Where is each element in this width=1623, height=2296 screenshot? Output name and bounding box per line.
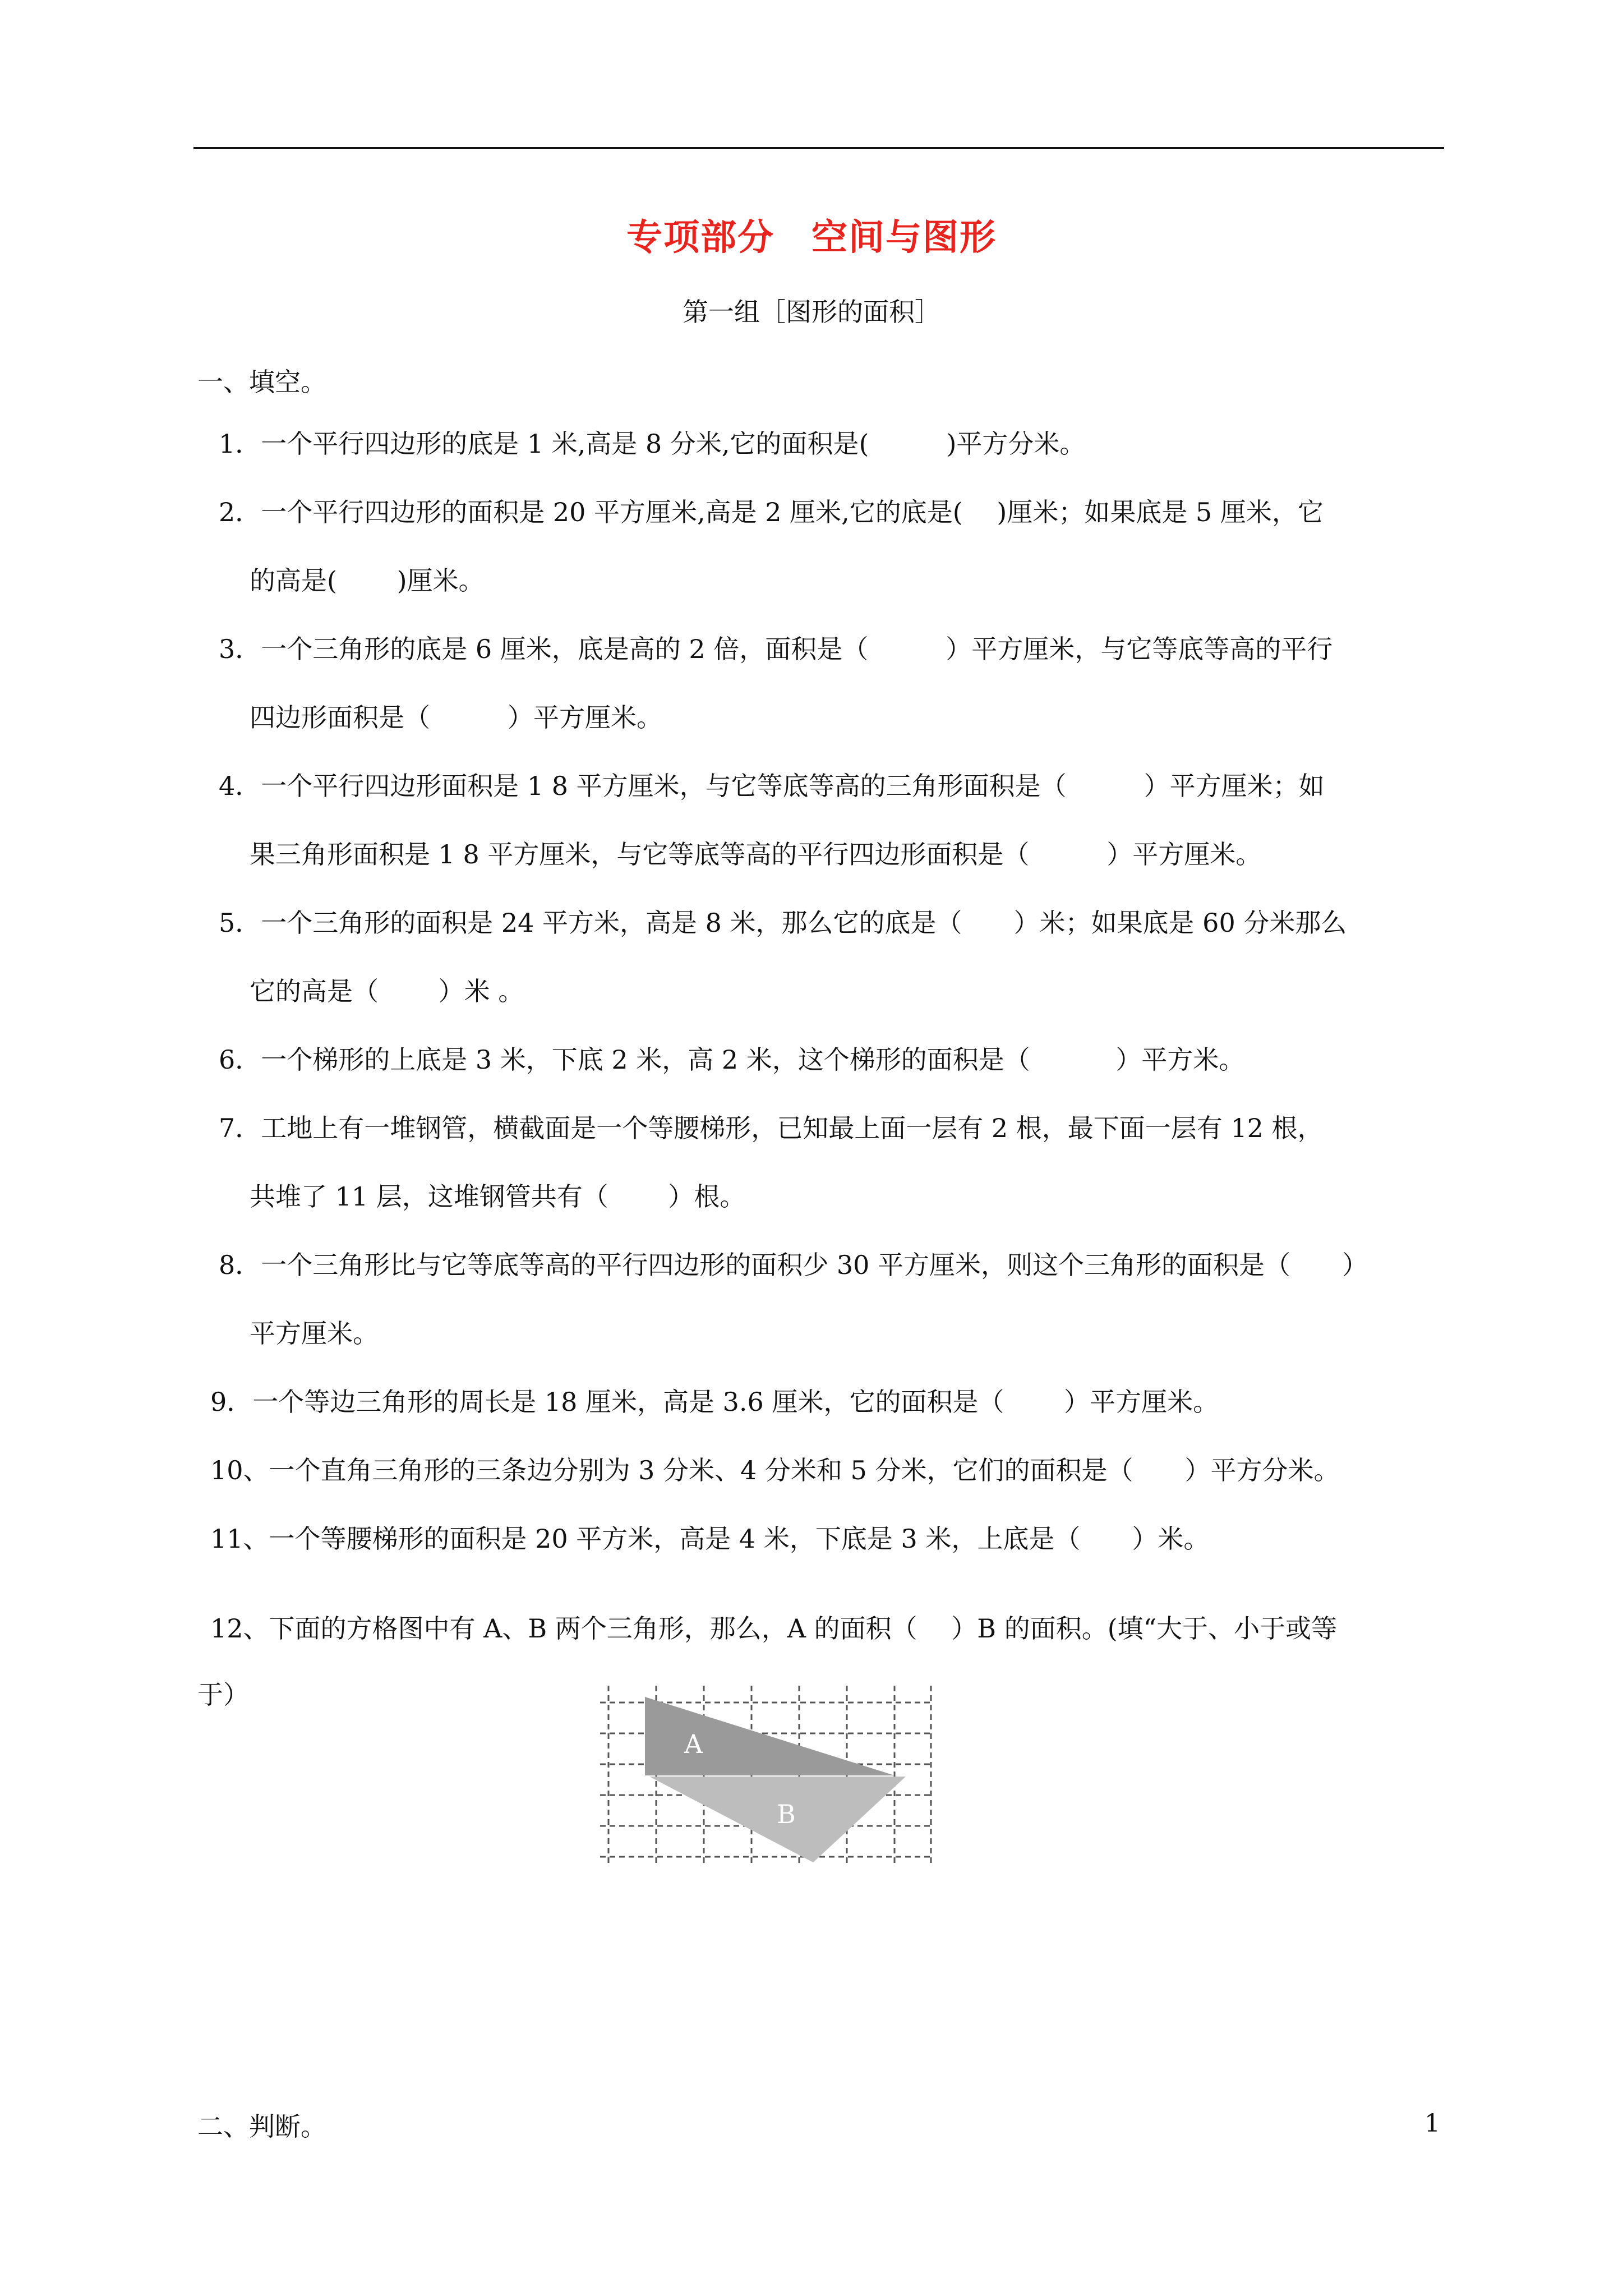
question-12: 12、下面的方格图中有 A、B 两个三角形，那么，A 的面积（ ）B 的面积。(填“大于、小于或等 — [210, 1613, 1338, 1644]
question-3-cont: 四边形面积是（ ）平方厘米。 — [250, 702, 662, 733]
question-7: 7．工地上有一堆钢管，横截面是一个等腰梯形，已知最上面一层有 2 根，最下面一层有 12 根， — [219, 1113, 1324, 1143]
question-5: 5．一个三角形的面积是 24 平方米，高是 8 米，那么它的底是（ ）米；如果底是 60 分米那么 — [219, 908, 1347, 938]
page-subtitle: 第一组［图形的面积］ — [683, 297, 940, 327]
question-12-cont: 于） — [197, 1680, 249, 1710]
page-number: 1 — [1424, 2109, 1440, 2138]
question-3: 3．一个三角形的底是 6 厘米，底是高的 2 倍，面积是（ ）平方厘米，与它等底等高的平行 — [219, 634, 1333, 664]
question-5-cont: 它的高是（ ）米 。 — [250, 976, 524, 1006]
section-heading-fill-blank: 一、填空。 — [197, 367, 326, 397]
page-title: 专项部分 空间与图形 — [626, 217, 997, 259]
question-4: 4．一个平行四边形面积是 1 8 平方厘米，与它等底等高的三角形面积是（ ）平方厘米；如 — [219, 771, 1325, 801]
question-10: 10、一个直角三角形的三条边分别为 3 分米、4 分米和 5 分米，它们的面积是（ ）平方分米。 — [210, 1455, 1340, 1485]
question-11: 11、一个等腰梯形的面积是 20 平方米，高是 4 米，下底是 3 米，上底是（ ）米。 — [210, 1524, 1210, 1554]
question-9: 9．一个等边三角形的周长是 18 厘米，高是 3.6 厘米，它的面积是（ ）平方厘米。 — [210, 1387, 1219, 1417]
question-1: 1．一个平行四边形的底是 1 米,高是 8 分米,它的面积是( )平方分米。 — [219, 429, 1086, 459]
question-2: 2．一个平行四边形的面积是 20 平方厘米,高是 2 厘米,它的底是( )厘米；如果底是 5 厘米，它 — [219, 497, 1324, 527]
triangle-a-label: A — [684, 1729, 703, 1759]
question-8: 8．一个三角形比与它等底等高的平行四边形的面积少 30 平方厘米，则这个三角形的面积是（ ） — [219, 1250, 1368, 1280]
question-7-cont: 共堆了 11 层，这堆钢管共有（ ）根。 — [250, 1181, 746, 1212]
section-heading-judge: 二、判断。 — [197, 2111, 326, 2142]
question-8-cont: 平方厘米。 — [250, 1318, 379, 1349]
grid-triangle-figure — [594, 1680, 953, 1871]
question-2-cont: 的高是( )厘米。 — [250, 565, 485, 596]
triangle-b-label: B — [777, 1799, 796, 1829]
header-rule — [193, 147, 1444, 149]
question-6: 6．一个梯形的上底是 3 米，下底 2 米，高 2 米，这个梯形的面积是（ ）平方米。 — [219, 1045, 1245, 1075]
question-4-cont: 果三角形面积是 1 8 平方厘米，与它等底等高的平行四边形面积是（ ）平方厘米。 — [250, 839, 1262, 869]
triangle-a — [645, 1697, 895, 1775]
